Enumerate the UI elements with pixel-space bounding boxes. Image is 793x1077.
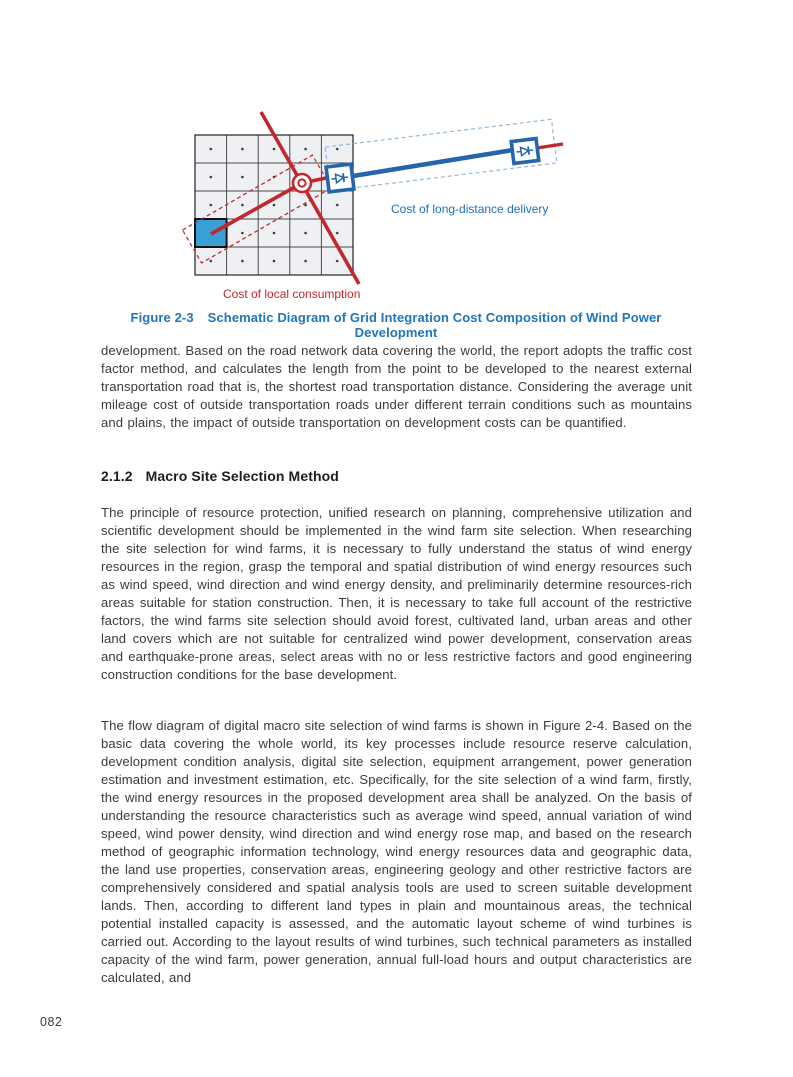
figure-caption-title: Schematic Diagram of Grid Integration Cost Composition of Wind Power Development bbox=[207, 310, 662, 340]
hub-node-inner-circle bbox=[298, 179, 305, 186]
paragraph-macro-site-selection-flow: The flow diagram of digital macro site selection of wind farms is shown in Figure 2-4. Based on the basic data covering the whole world, its key processes include resource reserve calculation, development condition analysis, digital site selection, equipment arrangement, power generation estimation and investment estimation, etc. Specifically, for the site selection of a wind farm, firstly, the wind energy resources in the proposed development area shall be analyzed. On the basis of understanding the resource characteristics such as average wind speed, annual variation of wind speed, wind power density, wind direction and wind energy rose map, and based on the research method of geographic information technology, wind energy resources data and geographic data, the land use properties, conservation areas, engineering geology and other restrictive factors are comprehensively considered and spatial analysis tools are used to screen suitable development lands. Then, according to different land types in plain and mountainous areas, the technical potential installed capacity is assessed, and the automatic layout scheme of wind turbines is carried out. According to the layout results of wind turbines, such technical parameters as installed capacity of the wind farm, power generation, annual full-load hours and output characteristics are calculated, and bbox=[101, 718, 692, 985]
long-distance-line bbox=[353, 150, 513, 176]
section-number: 2.1.2 bbox=[101, 468, 133, 484]
paragraph-transport-cost: development. Based on the road network data covering the world, the report adopts the traffic cost factor method, and calculates the length from the point to be developed to the nearest external transportation road that is, the shortest road transportation distance. Considering the average unit mileage cost of outside transportation roads under different terrain conditions such as mountains and plains, the impact of outside transportation on development costs can be quantified. bbox=[101, 343, 692, 430]
paragraph-site-selection-principle: The principle of resource protection, unified research on planning, comprehensive utilization and scientific development should be implemented in the wind farm site selection. When researching the site selection for wind farms, it is necessary to fully understand the status of wind energy resources in the region, grasp the temporal and spatial distribution of wind energy resources such as wind speed, wind direction and wind energy density, and preliminarily determine resources-rich areas suitable for station construction. Then, it is necessary to take full account of the restrictive factors, the wind farms site selection should avoid forest, cultivated land, urban areas and other land covers which are not suitable for centralized wind power development, conservation areas and earthquake-prone areas, select areas with no or less restrictive factors and good engineering construction conditions for the base development. bbox=[101, 505, 692, 682]
land-grid bbox=[195, 135, 353, 275]
converter-station-icon bbox=[326, 164, 354, 192]
local-consumption-label: Cost of local consumption bbox=[223, 287, 361, 301]
section-title: Macro Site Selection Method bbox=[145, 468, 339, 484]
figure-caption bbox=[100, 310, 692, 340]
grid-integration-cost-diagram bbox=[95, 100, 715, 310]
section-heading bbox=[101, 468, 692, 484]
receiving-grid-stub-line bbox=[537, 144, 563, 148]
converter-station-icon bbox=[511, 139, 538, 164]
long-distance-delivery-label: Cost of long-distance delivery bbox=[391, 202, 549, 216]
page-number: 082 bbox=[40, 1015, 63, 1029]
figure-caption-number: Figure 2-3 bbox=[130, 310, 194, 325]
